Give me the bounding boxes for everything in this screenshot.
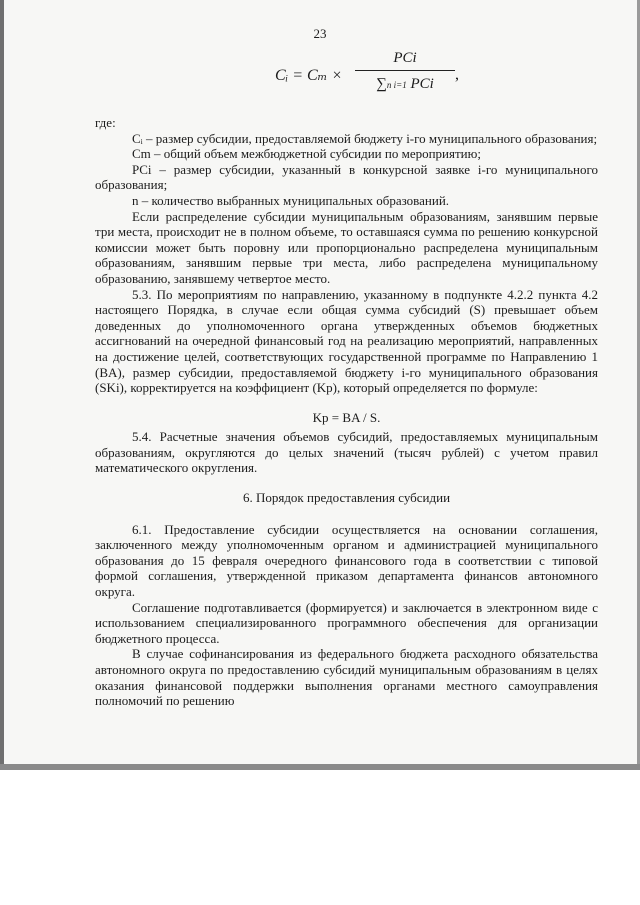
denominator-term: PCi (410, 76, 434, 92)
definition-n: n – количество выбранных муниципальных образований. (132, 192, 450, 208)
formula-fraction (355, 48, 455, 96)
document-body (95, 115, 598, 709)
sum-limits: n i=1 (386, 80, 407, 90)
paragraph-distribution: Если распределение субсидии муниципальным образованиям, занявшим первые три места, происходит не в полном объеме, то оставшаяся сумма по решению конкурсной комиссии может быть поровну или пропорционально распределена муниципальным образованиям, занявшим первые три места, либо распределена муниципальному образованию, занявшему четвертое место. (95, 208, 598, 286)
kp-formula: Kp = BA / S. (312, 409, 381, 425)
formula-numerator: PCi (393, 50, 417, 66)
page-number: 23 (313, 26, 327, 41)
sum-symbol: ∑ (376, 76, 387, 92)
formula-lhs: Cᵢ = Cₘ × (275, 67, 343, 84)
subsidy-formula (255, 48, 459, 108)
fraction-bar (355, 70, 455, 71)
paragraph-cofinancing: В случае софинансирования из федерального бюджета расходного обязательства автономного округа по предоставлению субсидий муниципальным образованиям в целях оказания финансовой поддержки выполнения органами местного самоуправления полномочий по решению (95, 646, 598, 709)
where-label: где: (95, 115, 116, 130)
paragraph-5-3: 5.3. По мероприятиям по направлению, указанному в подпункте 4.2.2 пункта 4.2 настоящего Порядка, в случае если общая сумма субсидий (S) превышает объем доведенных до уполномоченного органа утвержденных объемов бюджетных ассигнований на очередной финансовый год на реализацию мероприятий, направленных на достижение целей, соответствующих государственной программе по Направлению 1 (BA), размер субсидии, предоставляемой бюджету i-го муниципального образования (SKi), корректируется на коэффициент (Kp), который определяется по формуле: (95, 286, 598, 396)
definition-cm: Cm – общий объем межбюджетной субсидии по мероприятию; (132, 146, 481, 162)
definition-ci: Cᵢ – размер субсидии, предоставляемой бюджету i-го муниципального образования; (132, 130, 598, 146)
formula-denominator (355, 73, 455, 96)
paragraph-agreement: Соглашение подготавливается (формируется) и заключается в электронном виде с использованием специализированного программного обеспечения для организации бюджетного процесса. (95, 599, 598, 646)
definition-pci: PCi – размер субсидии, указанный в конкурсной заявке i-го муниципального образования; (95, 161, 598, 193)
section-heading: 6. Порядок предоставления субсидии (242, 490, 451, 506)
paragraph-6-1: 6.1. Предоставление субсидии осуществляется на основании соглашения, заключенного между уполномоченным органом и администрацией муниципального образования до 15 февраля очередного финансового года в соответствии с типовой формой соглашения, утвержденной приказом департамента финансов автономного округа. (95, 521, 598, 600)
formula-comma: , (455, 66, 459, 83)
paragraph-5-4: 5.4. Расчетные значения объемов субсидий, предоставляемых муниципальным образованиям, округляются до целых значений (тысяч рублей) с учетом правил математического округления. (95, 429, 598, 476)
